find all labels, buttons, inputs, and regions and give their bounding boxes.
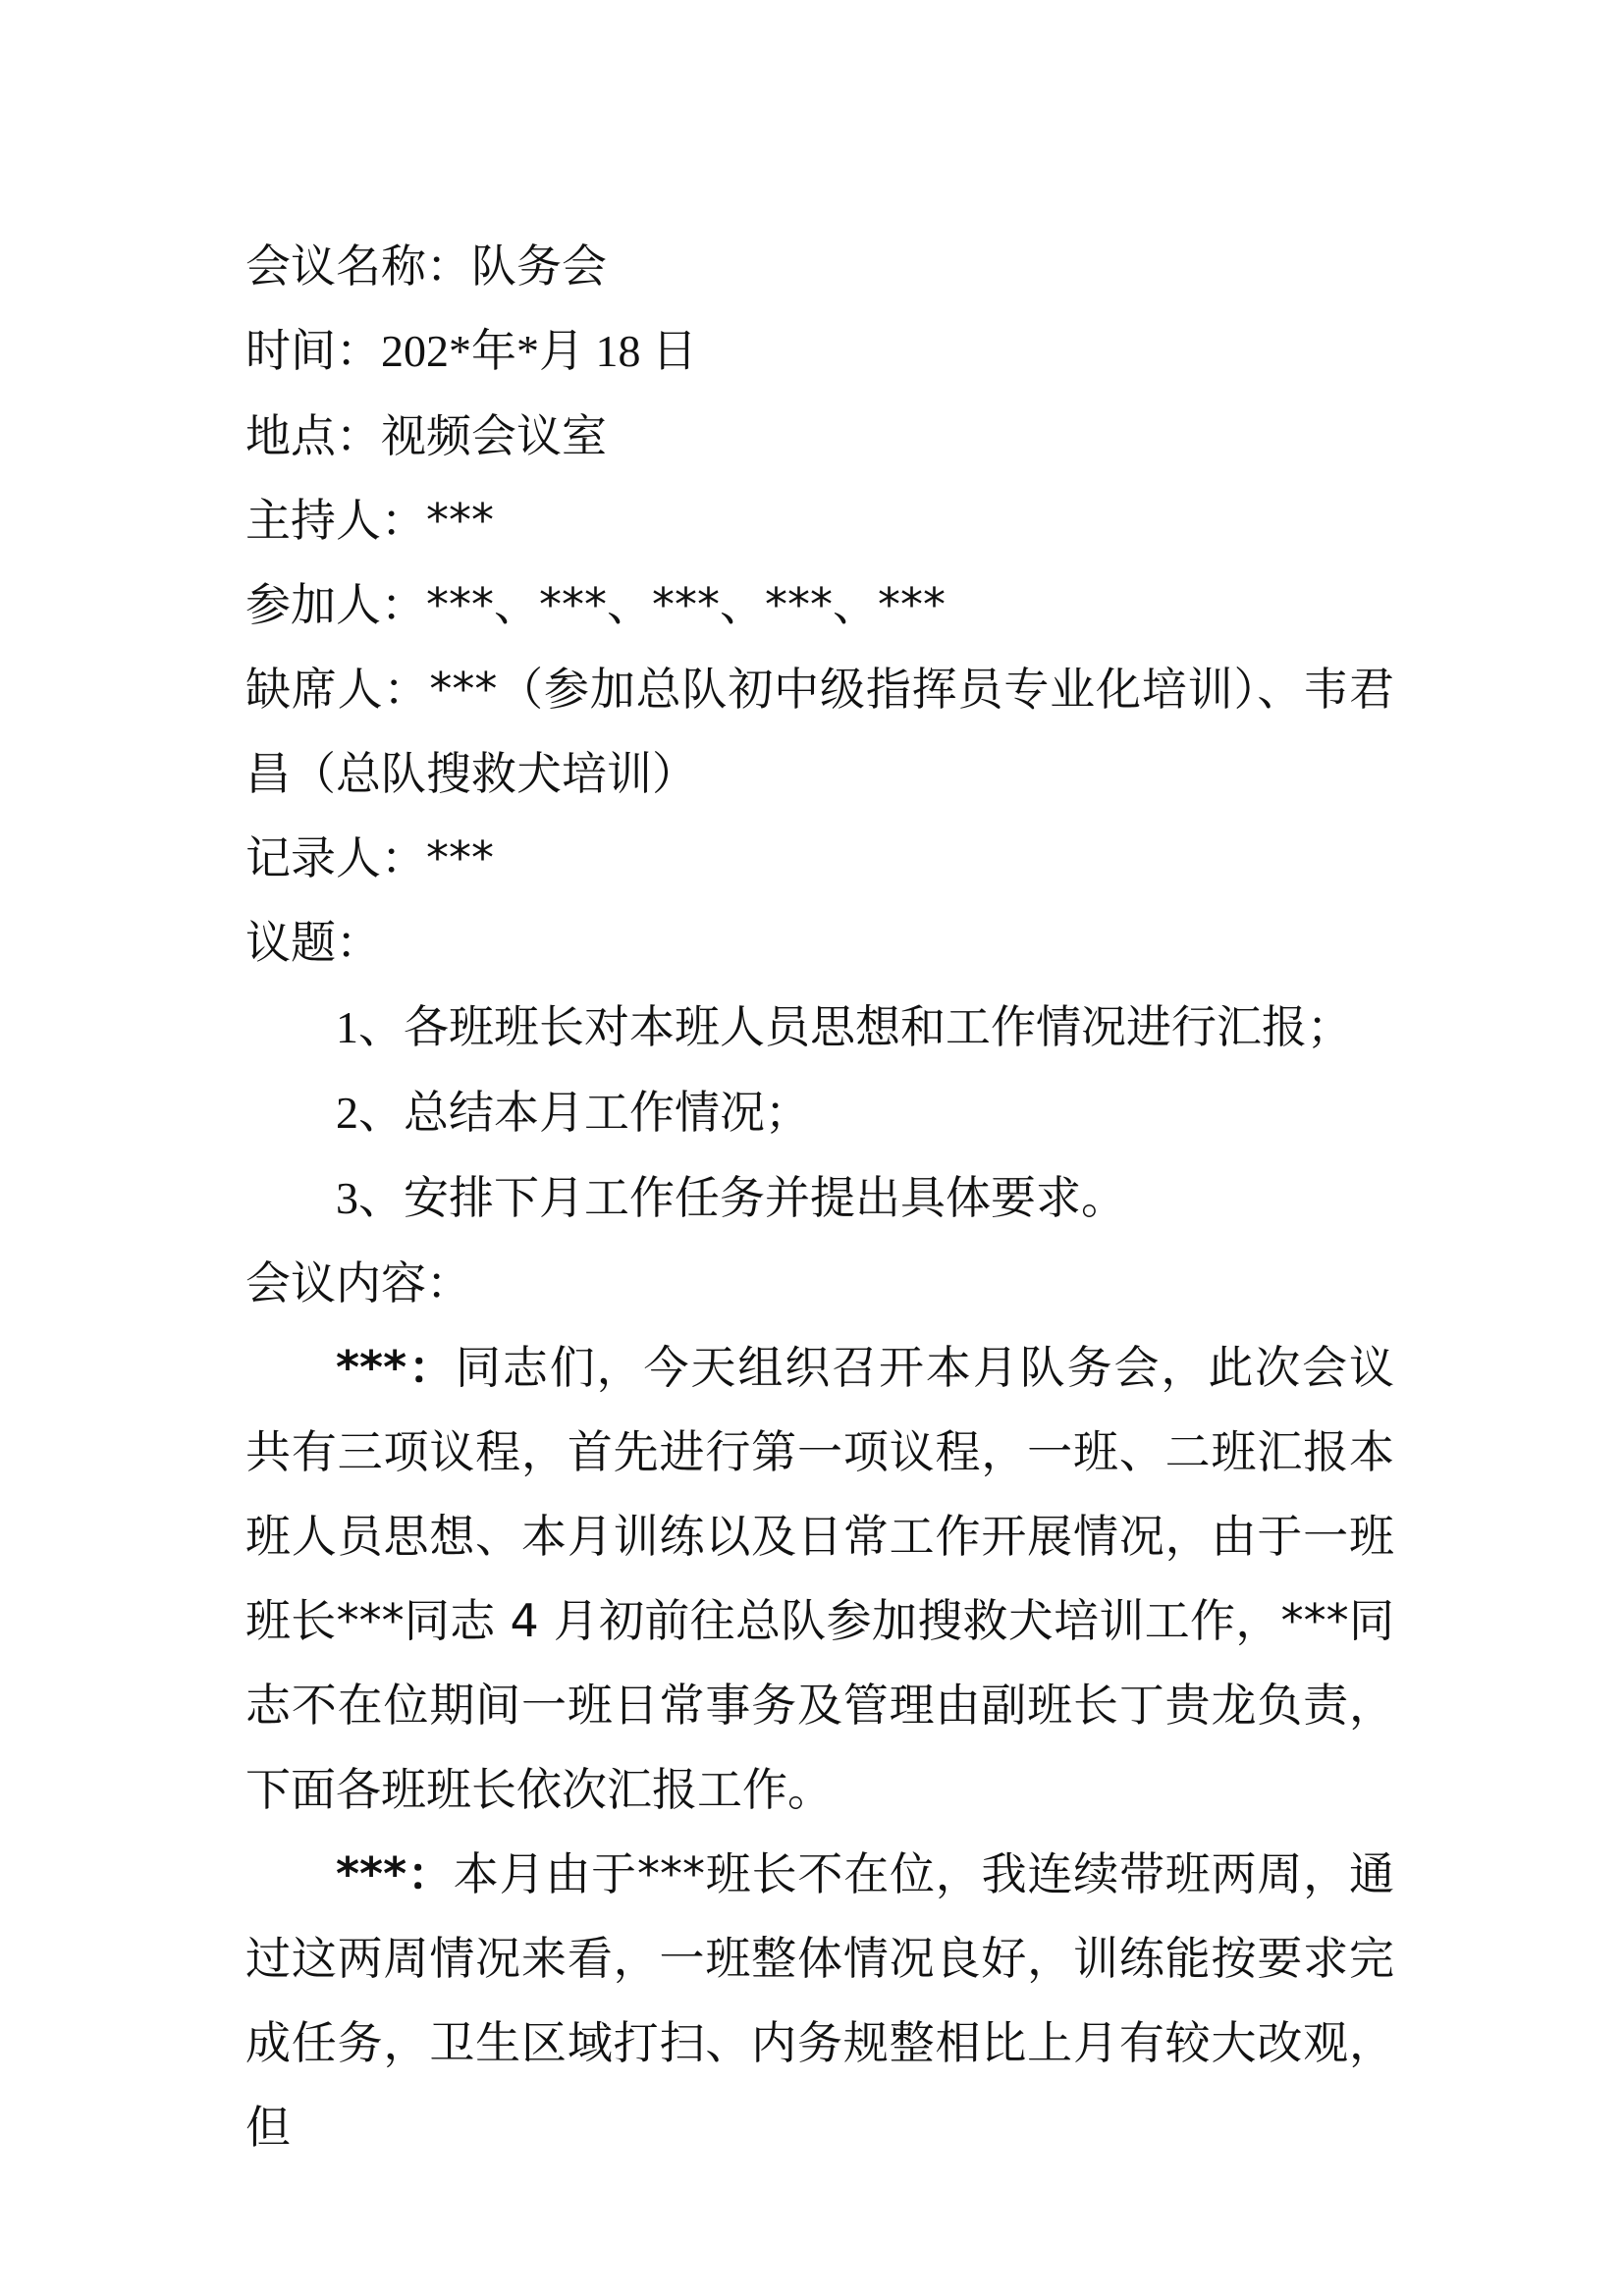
host-label: 主持人：	[245, 494, 426, 547]
agenda-item-text: 、各班班长对本班人员思想和工作情况进行汇报；	[358, 1000, 1352, 1053]
content-paragraph	[245, 1325, 1394, 1832]
paragraph-text: 同志们，今天组织召开本月队务会，此次会议共有三项议程，首先进行第一项议程，一班、二班汇报本班人员思想、本月训练以及日常工作开展情况，由于一班班长***同志 4 月初前往总队参加搜救犬培训工作，***同志不在位期间一班日常事务及管理由副班长丁贵龙负责，下面各班班长依次汇报工作。	[245, 1341, 1395, 1816]
location-value: 视频会议室	[381, 409, 607, 462]
meeting-name-value: 队务会	[471, 240, 607, 293]
location-line	[245, 394, 1394, 478]
agenda-item	[245, 985, 1394, 1070]
time-line	[245, 308, 1394, 394]
content-heading: 会议内容：	[245, 1256, 471, 1309]
agenda-item-text: 、总结本月工作情况；	[358, 1086, 810, 1139]
host-value: ***	[426, 494, 494, 547]
host-line	[245, 478, 1394, 562]
recorder-value: ***	[426, 831, 494, 884]
attendees-value: ***、***、***、***、***	[426, 578, 946, 631]
agenda-item-text: 、安排下月工作任务并提出具体要求。	[358, 1171, 1126, 1224]
absentees-label: 缺席人：	[245, 663, 430, 716]
agenda-item	[245, 1155, 1394, 1241]
agenda-item-number: 3	[336, 1173, 358, 1223]
content-paragraph	[245, 1832, 1394, 2169]
meeting-name-line	[245, 224, 1394, 308]
recorder-line	[245, 816, 1394, 900]
agenda-item-number: 2	[336, 1088, 358, 1138]
attendees-label: 参加人：	[245, 578, 426, 631]
meeting-name-label: 会议名称：	[245, 240, 471, 293]
agenda-item	[245, 1070, 1394, 1155]
time-value: 202*年*月 18 日	[381, 326, 697, 376]
absentees-value: ***（参加总队初中级指挥员专业化培训）、韦君昌（总队搜救犬培训）	[245, 663, 1395, 800]
paragraph-text: 本月由于***班长不在位，我连续带班两周，通过这两周情况来看，一班整体情况良好，训练能按要求完成任务，卫生区域打扫、内务规整相比上月有较大改观，但	[245, 1847, 1395, 2154]
document-page	[245, 224, 1394, 2169]
time-label: 时间：	[245, 324, 381, 377]
recorder-label: 记录人：	[245, 831, 426, 884]
absentees-paragraph	[245, 647, 1394, 816]
speaker-name: ***：	[336, 1847, 454, 1900]
location-label: 地点：	[245, 409, 381, 462]
agenda-item-number: 1	[336, 1002, 358, 1052]
attendees-line	[245, 562, 1394, 647]
speaker-name: ***：	[336, 1341, 456, 1394]
agenda-heading: 议题：	[245, 916, 381, 969]
